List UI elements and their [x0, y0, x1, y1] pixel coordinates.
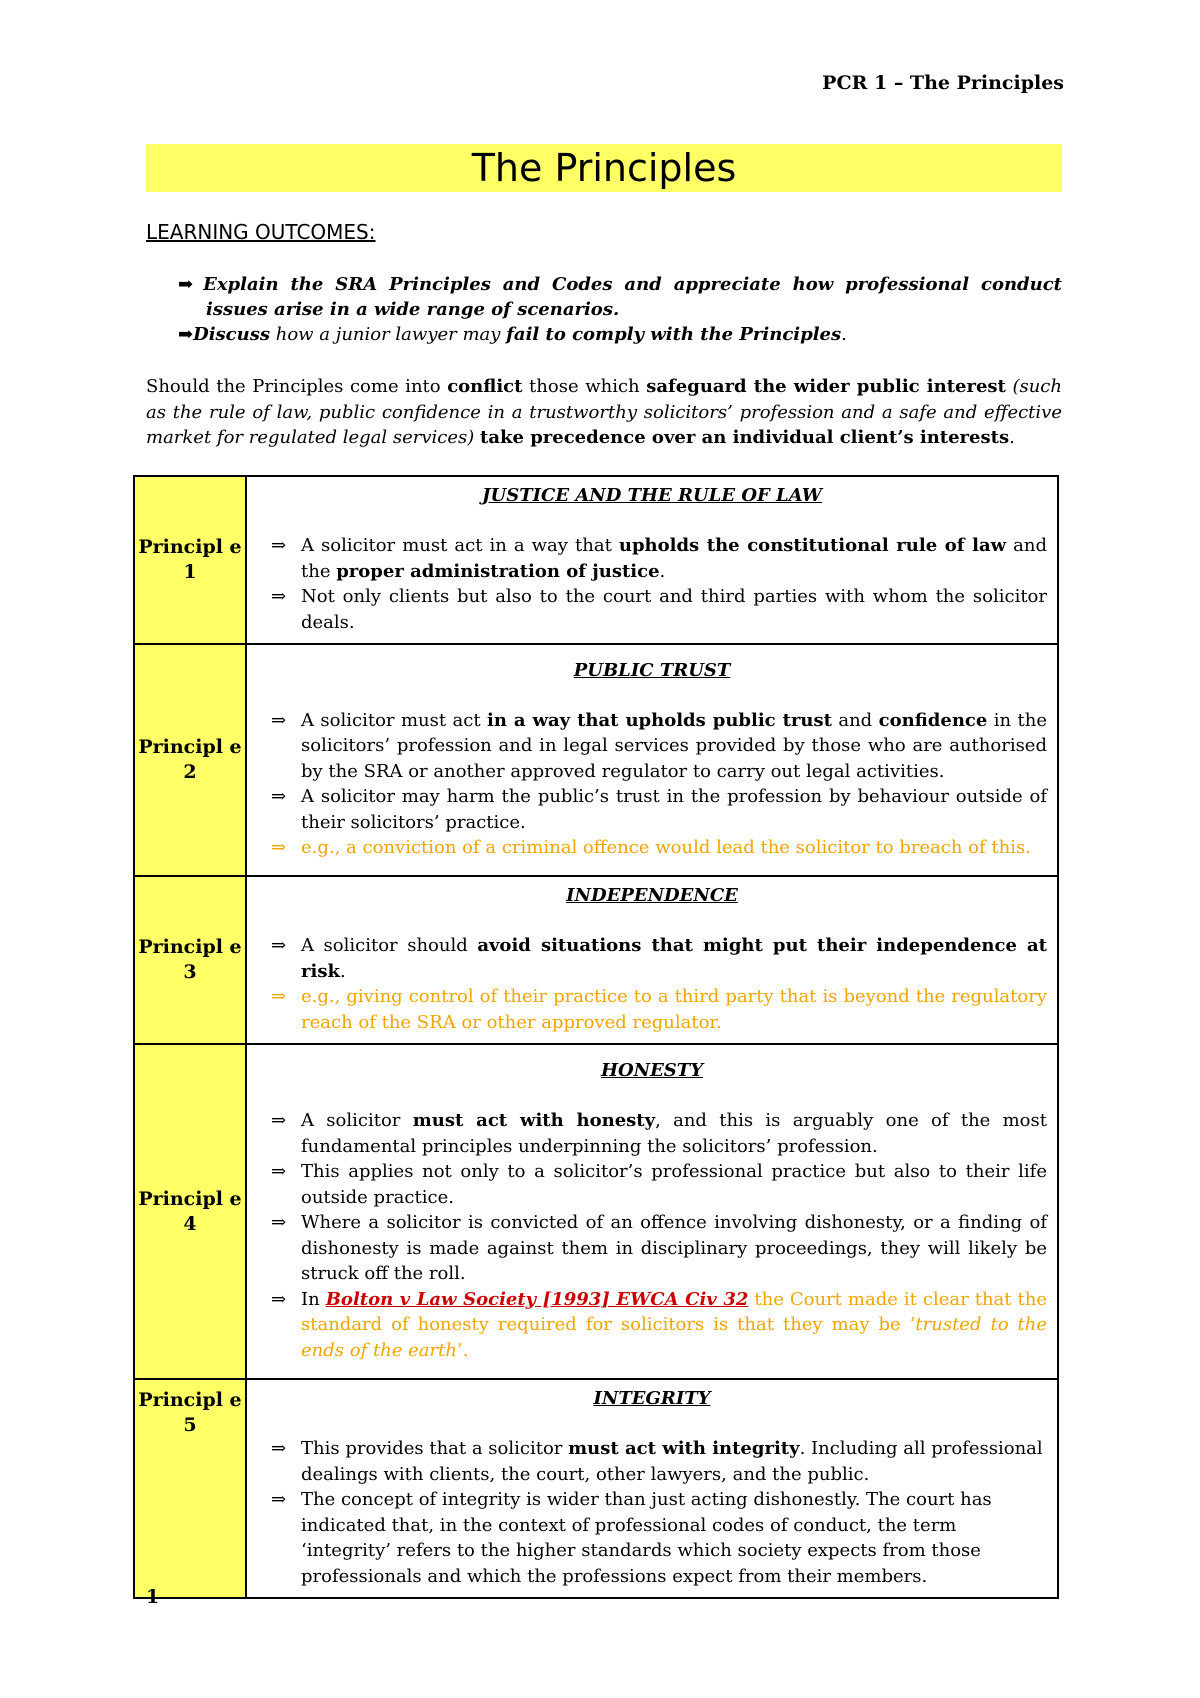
principle-heading: PUBLIC TRUST [573, 659, 731, 681]
list-item: ⇒ In Bolton v Law Society [1993] EWCA Civ 32 the Court made it clear that the standard of honesty required for solicitors is that they may be ‘trusted to the ends of the earth’. [271, 1288, 1047, 1361]
list-item: ⇒ e.g., giving control of their practice to a third party that is beyond the regulatory reach of the SRA or other approved regulator. [271, 986, 1047, 1033]
principles-table [133, 475, 1059, 1599]
list-item: ⇒ This provides that a solicitor must act with integrity. Including all professional dealings with clients, the court, other lawyers, and the public. [271, 1438, 1043, 1485]
running-header: PCR 1 – The Principles [822, 72, 1064, 94]
principle-content [246, 876, 1058, 1044]
arrow-bullet-icon: ⇒ [271, 709, 287, 731]
principle-row [134, 476, 1058, 644]
learning-outcome-item: ➡Discuss how a junior lawyer may fail to comply with the Principles. [178, 324, 847, 345]
arrow-right-icon: ➡ [178, 274, 194, 295]
arrow-bullet-icon: ⇒ [271, 1212, 287, 1233]
page-title: The Principles [146, 144, 1062, 192]
arrow-bullet-icon: ⇒ [271, 786, 287, 807]
principle-label: Principl e 2 [134, 644, 246, 876]
principle-row [134, 1044, 1058, 1379]
list-item: ⇒ Not only clients but also to the court and third parties with whom the solicitor deals. [271, 586, 1047, 633]
learning-outcomes-list [146, 272, 1062, 347]
list-item: ⇒ A solicitor should avoid situations that might put their independence at risk. [271, 935, 1047, 982]
list-item: ⇒ The concept of integrity is wider than just acting dishonestly. The court has indicated that, in the context of professional codes of conduct, the term ‘integrity’ refers to the higher standards which society expects from those professionals and which the professions expect from their members. [271, 1489, 992, 1587]
principle-content [246, 476, 1058, 644]
arrow-bullet-icon: ⇒ [271, 837, 287, 858]
arrow-bullet-icon: ⇒ [271, 935, 287, 956]
arrow-bullet-icon: ⇒ [271, 986, 287, 1007]
arrow-bullet-icon: ⇒ [271, 1110, 287, 1131]
list-item: ⇒ e.g., a conviction of a criminal offence would lead the solicitor to breach of this. [257, 835, 1047, 861]
list-item: ⇒ This applies not only to a solicitor’s professional practice but also to their life outside practice. [271, 1161, 1047, 1208]
principle-heading: HONESTY [600, 1060, 704, 1081]
list-item: ⇒ A solicitor must act with honesty, and this is arguably one of the most fundamental principles underpinning the solicitors’ profession. [271, 1110, 1047, 1157]
list-item: ⇒ A solicitor must act in a way that upholds the constitutional rule of law and the proper administration of justice. [271, 535, 1048, 582]
learning-outcomes-heading: LEARNING OUTCOMES: [146, 220, 376, 244]
learning-outcome-item: ➡ Explain the SRA Principles and Codes and appreciate how professional conduct issues arise in a wide range of scenarios. [178, 274, 1062, 320]
principle-row [134, 644, 1058, 876]
principle-label: Principl e 1 [134, 476, 246, 644]
principle-label: Principl e 4 [134, 1044, 246, 1379]
arrow-bullet-icon: ⇒ [271, 1438, 287, 1459]
arrow-right-icon: ➡ [178, 324, 194, 345]
list-item: ⇒ A solicitor may harm the public’s trust in the profession by behaviour outside of their solicitors’ practice. [271, 786, 1047, 833]
principle-content [246, 644, 1058, 876]
principle-heading: INDEPENDENCE [566, 885, 738, 906]
case-citation-link[interactable]: Bolton v Law Society [1993] EWCA Civ 32 [325, 1288, 749, 1310]
principle-content [246, 1044, 1058, 1379]
principle-content [246, 1379, 1058, 1598]
arrow-bullet-icon: ⇒ [271, 1288, 287, 1310]
principle-heading: JUSTICE AND THE RULE OF LAW [482, 485, 822, 506]
principle-label: Principl e 5 [134, 1379, 246, 1598]
arrow-bullet-icon: ⇒ [271, 535, 287, 556]
arrow-bullet-icon: ⇒ [271, 1161, 287, 1182]
list-item: ⇒ Where a solicitor is convicted of an offence involving dishonesty, or a finding of dishonesty is made against them in disciplinary proceedings, they will likely be struck off the roll. [271, 1212, 1047, 1284]
principle-row [134, 876, 1058, 1044]
arrow-bullet-icon: ⇒ [271, 586, 287, 607]
principle-label: Principl e 3 [134, 876, 246, 1044]
principle-row [134, 1379, 1058, 1598]
page-number: 1 [146, 1586, 160, 1608]
principle-heading: INTEGRITY [593, 1388, 711, 1409]
intro-paragraph: Should the Principles come into conflict those which safeguard the wider public interest (such as the rule of law, public confidence in a trustworthy solicitors’ profession and a safe and effective market for regulated legal services) take precedence over an individual client’s interests. [146, 376, 1062, 448]
arrow-bullet-icon: ⇒ [271, 1489, 287, 1510]
list-item: ⇒ A solicitor must act in a way that upholds public trust and confidence in the solicitors’ profession and in legal services provided by those who are authorised by the SRA or another approved regulator to carry out legal activities. [271, 709, 1048, 782]
